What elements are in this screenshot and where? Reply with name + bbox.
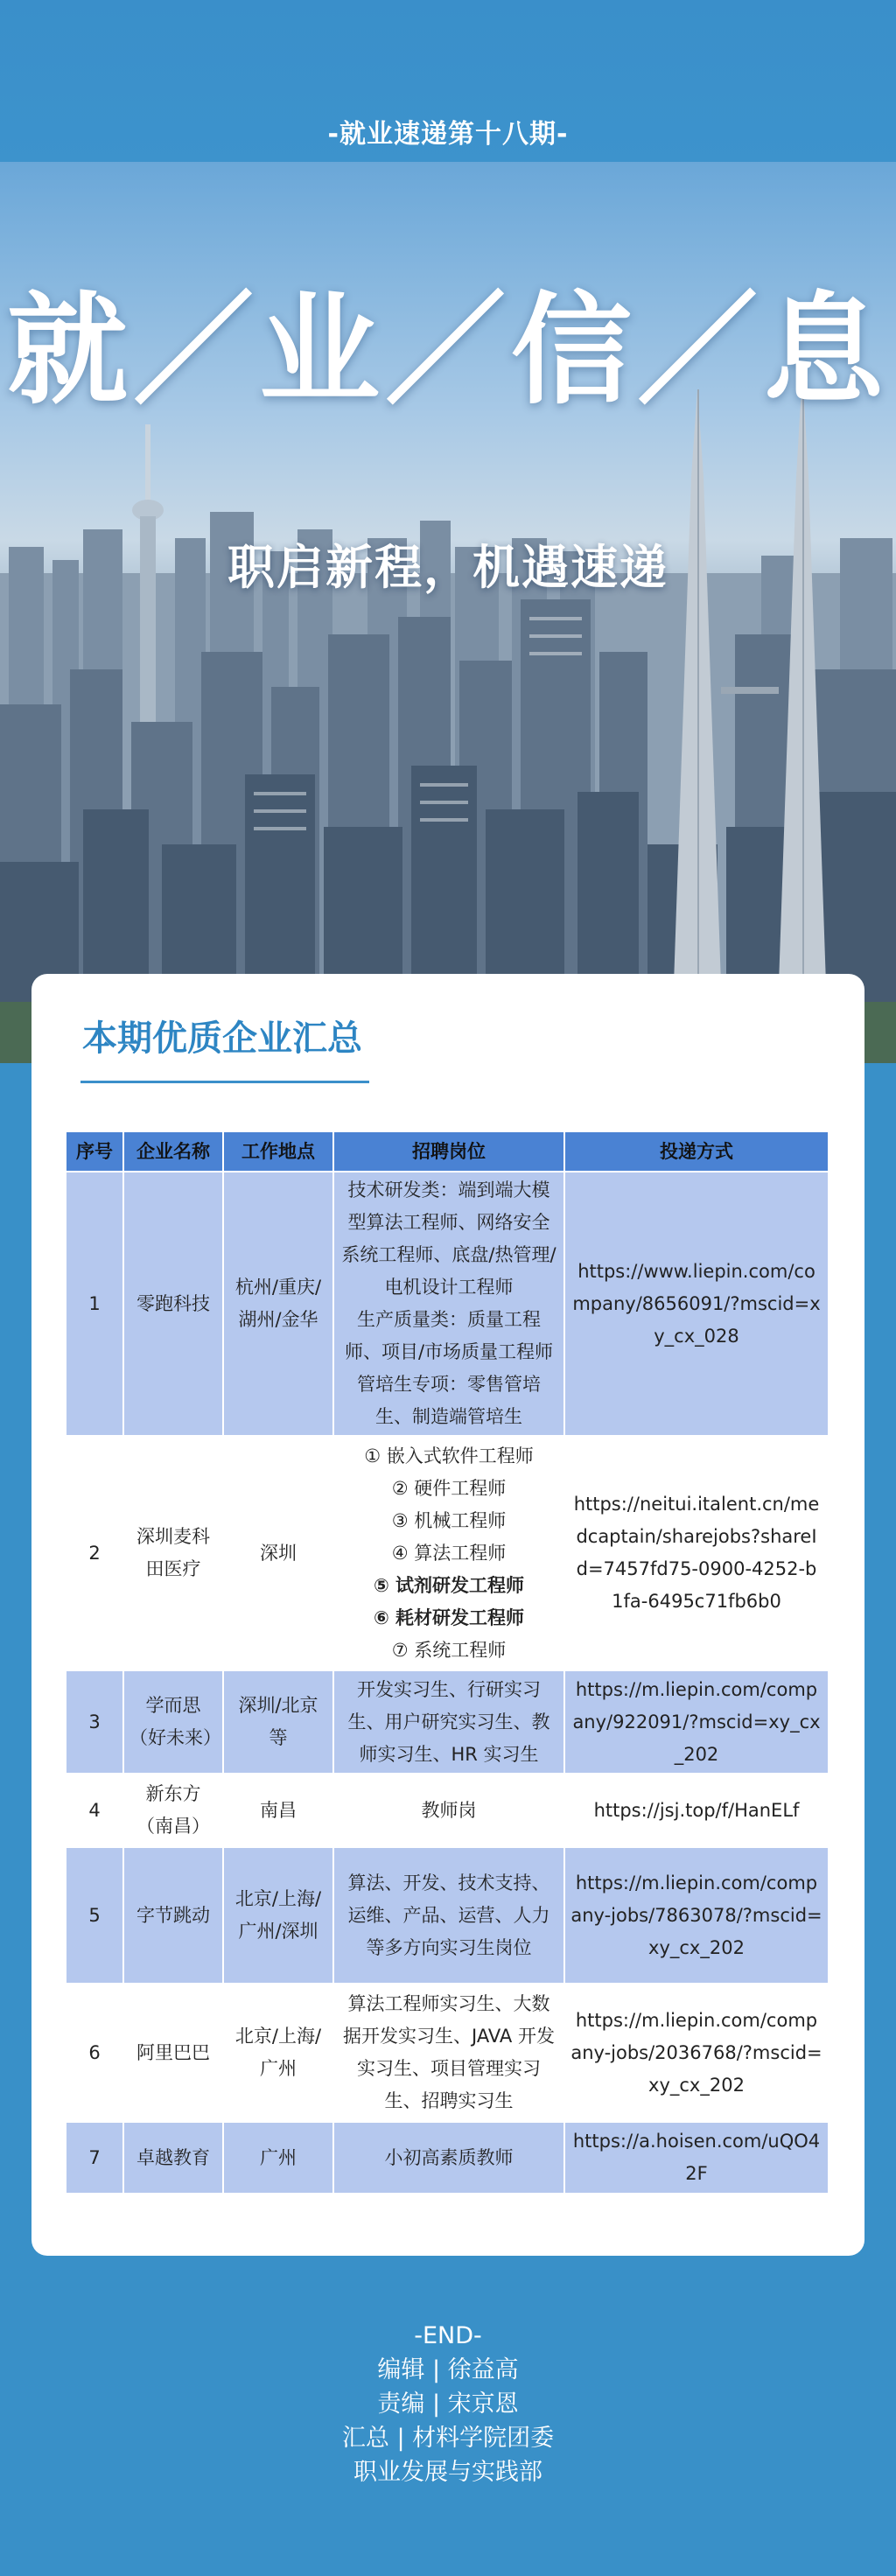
- main-title: 就／业／信／息: [6, 280, 889, 421]
- position-line: ③ 机械工程师: [391, 1509, 507, 1531]
- row-apply-link[interactable]: https://m.liepin.com/company-jobs/2036768/?mscid=xy_cx_202: [564, 1984, 829, 2122]
- row-apply-link[interactable]: https://jsj.top/f/HanELf: [564, 1774, 829, 1847]
- section-title: 本期优质企业汇总: [82, 1018, 362, 1059]
- table-row: [66, 1984, 829, 2122]
- table-row: [66, 1172, 829, 1436]
- position-line: ⑦ 系统工程师: [391, 1639, 507, 1661]
- position-line: ② 硬件工程师: [391, 1477, 507, 1499]
- footer-end: -END-: [414, 2322, 482, 2349]
- position-line: 小初高素质教师: [384, 2146, 514, 2168]
- header-location: 工作地点: [223, 1131, 333, 1172]
- row-positions: [333, 1847, 564, 1984]
- row-location: 杭州/重庆/湖州/金华: [223, 1172, 333, 1436]
- footer-dept: 职业发展与实践部: [354, 2459, 542, 2486]
- row-apply-link[interactable]: https://neitui.italent.cn/medcaptain/sharejobs?shareId=7457fd75-0900-4252-b1fa-6495c71fb6b0: [564, 1436, 829, 1670]
- footer-credits: [0, 2319, 896, 2489]
- footer-compiled: 汇总 | 材料学院团委: [341, 2425, 555, 2452]
- row-company: 字节跳动: [123, 1847, 223, 1984]
- row-positions: [333, 1670, 564, 1774]
- table-row: [66, 1847, 829, 1984]
- position-line: ⑥ 耗材研发工程师: [373, 1606, 525, 1628]
- row-location: 北京/上海/广州/深圳: [223, 1847, 333, 1984]
- company-summary-card: [32, 974, 864, 2256]
- row-positions: [333, 1774, 564, 1847]
- row-company: 新东方（南昌）: [123, 1774, 223, 1847]
- row-location: 南昌: [223, 1774, 333, 1847]
- company-table: [65, 1130, 830, 2194]
- position-line: 教师岗: [421, 1799, 477, 1821]
- header-company: 企业名称: [123, 1131, 223, 1172]
- position-line: 算法、开发、技术支持、运维、产品、运营、人力等多方向实习生岗位: [347, 1872, 550, 1958]
- row-index: 3: [66, 1670, 123, 1774]
- row-positions: [333, 1172, 564, 1436]
- position-line: ① 嵌入式软件工程师: [364, 1445, 534, 1466]
- header-apply: 投递方式: [564, 1131, 829, 1172]
- header-positions: 招聘岗位: [333, 1131, 564, 1172]
- position-line: 管培生专项：零售管培生、制造端管培生: [357, 1374, 541, 1427]
- table-row: [66, 1670, 829, 1774]
- position-line: 生产质量类：质量工程师、项目/市场质量工程师: [344, 1309, 554, 1362]
- position-line: 技术研发类：端到端大模型算法工程师、网络安全系统工程师、底盘/热管理/电机设计工程师: [341, 1180, 556, 1298]
- position-line: ④ 算法工程师: [391, 1542, 507, 1564]
- table-row: [66, 1436, 829, 1670]
- row-location: 广州: [223, 2122, 333, 2194]
- table-row: [66, 1774, 829, 1847]
- row-apply-link[interactable]: https://m.liepin.com/company-jobs/7863078/?mscid=xy_cx_202: [564, 1847, 829, 1984]
- subtitle: 职启新程，机遇速递: [228, 540, 668, 595]
- row-company: 零跑科技: [123, 1172, 223, 1436]
- table-header-row: [66, 1131, 829, 1172]
- row-company: 学而思（好未来）: [123, 1670, 223, 1774]
- position-line: 算法工程师实习生、大数据开发实习生、JAVA 开发实习生、项目管理实习生、招聘实习生: [343, 1993, 555, 2111]
- row-apply-link[interactable]: https://www.liepin.com/company/8656091/?mscid=xy_cx_028: [564, 1172, 829, 1436]
- row-company: 阿里巴巴: [123, 1984, 223, 2122]
- position-line: ⑤ 试剂研发工程师: [373, 1574, 525, 1596]
- row-location: 深圳/北京等: [223, 1670, 333, 1774]
- position-line: 开发实习生、行研实习生、用户研究实习生、教师实习生、HR 实习生: [347, 1678, 550, 1765]
- row-positions: [333, 1984, 564, 2122]
- row-apply-link[interactable]: https://m.liepin.com/company/922091/?mscid=xy_cx_202: [564, 1670, 829, 1774]
- row-location: 北京/上海/广州: [223, 1984, 333, 2122]
- footer-chief-editor: 责编 | 宋京恩: [377, 2390, 519, 2418]
- issue-label: -就业速递第十八期-: [327, 119, 569, 150]
- row-index: 5: [66, 1847, 123, 1984]
- table-row: [66, 2122, 829, 2194]
- row-positions: [333, 1436, 564, 1670]
- row-index: 2: [66, 1436, 123, 1670]
- row-apply-link[interactable]: https://a.hoisen.com/uQO42F: [564, 2122, 829, 2194]
- row-index: 6: [66, 1984, 123, 2122]
- row-positions: [333, 2122, 564, 2194]
- row-company: 卓越教育: [123, 2122, 223, 2194]
- header-index: 序号: [66, 1131, 123, 1172]
- section-underline: [80, 1081, 369, 1083]
- footer-editor: 编辑 | 徐益高: [377, 2356, 519, 2384]
- row-index: 7: [66, 2122, 123, 2194]
- row-location: 深圳: [223, 1436, 333, 1670]
- row-index: 4: [66, 1774, 123, 1847]
- row-index: 1: [66, 1172, 123, 1436]
- row-company: 深圳麦科田医疗: [123, 1436, 223, 1670]
